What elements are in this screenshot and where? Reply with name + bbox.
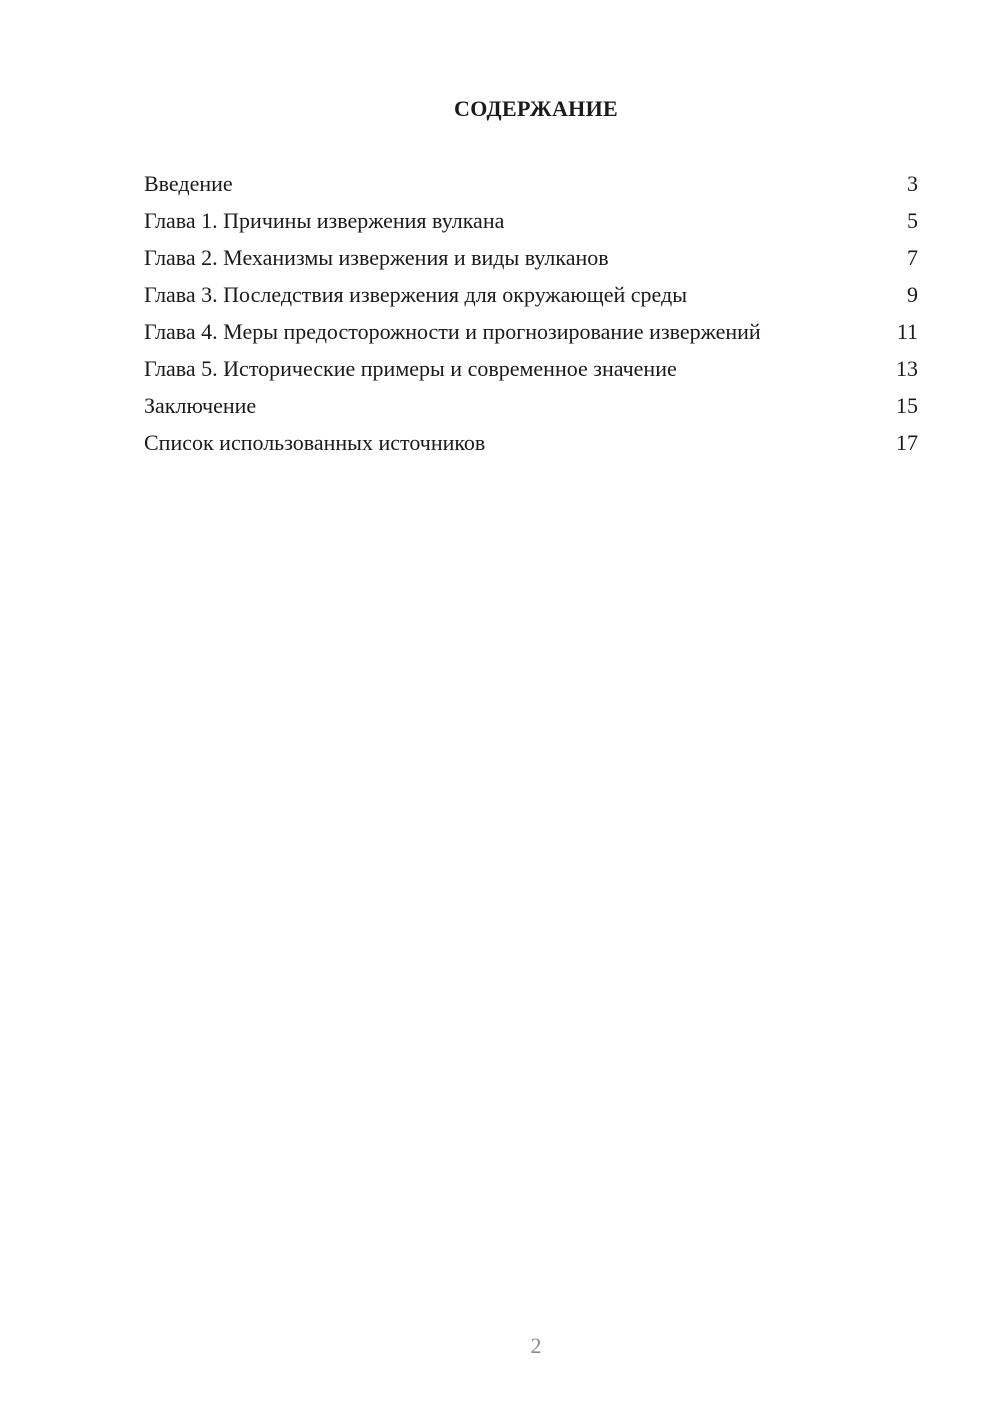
page-number: 2	[530, 1333, 542, 1358]
toc-entry-chapter-2	[144, 244, 918, 271]
page-title: СОДЕРЖАНИЕ	[454, 96, 618, 121]
toc-entry-label: Глава 2. Механизмы извержения и виды вулканов	[144, 245, 609, 270]
toc-entry-page: 15	[896, 393, 918, 418]
toc-entry-conclusion	[144, 392, 918, 419]
table-of-contents	[144, 170, 918, 466]
toc-entry-label: Заключение	[144, 393, 257, 418]
toc-entry-chapter-1	[144, 207, 918, 234]
toc-entry-chapter-4	[144, 318, 918, 345]
toc-entry-label: Введение	[144, 171, 233, 196]
toc-entry-label: Глава 3. Последствия извержения для окружающей среды	[144, 282, 687, 307]
toc-entry-page: 13	[896, 356, 918, 381]
toc-entry-label: Глава 1. Причины извержения вулкана	[144, 208, 505, 233]
toc-entry-chapter-5	[144, 355, 918, 382]
toc-entry-introduction	[144, 170, 918, 197]
toc-entry-references	[144, 429, 918, 456]
toc-entry-page: 9	[907, 282, 918, 307]
toc-entry-page: 5	[907, 208, 918, 233]
toc-entry-label: Глава 5. Исторические примеры и современное значение	[144, 356, 677, 381]
toc-entry-page: 17	[896, 430, 918, 455]
toc-entry-page: 11	[896, 319, 918, 344]
toc-entry-page: 7	[907, 245, 918, 270]
toc-entry-chapter-3	[144, 281, 918, 308]
toc-entry-page: 3	[907, 171, 918, 196]
toc-entry-label: Список использованных источников	[144, 430, 486, 455]
toc-entry-label: Глава 4. Меры предосторожности и прогнозирование извержений	[144, 319, 761, 344]
